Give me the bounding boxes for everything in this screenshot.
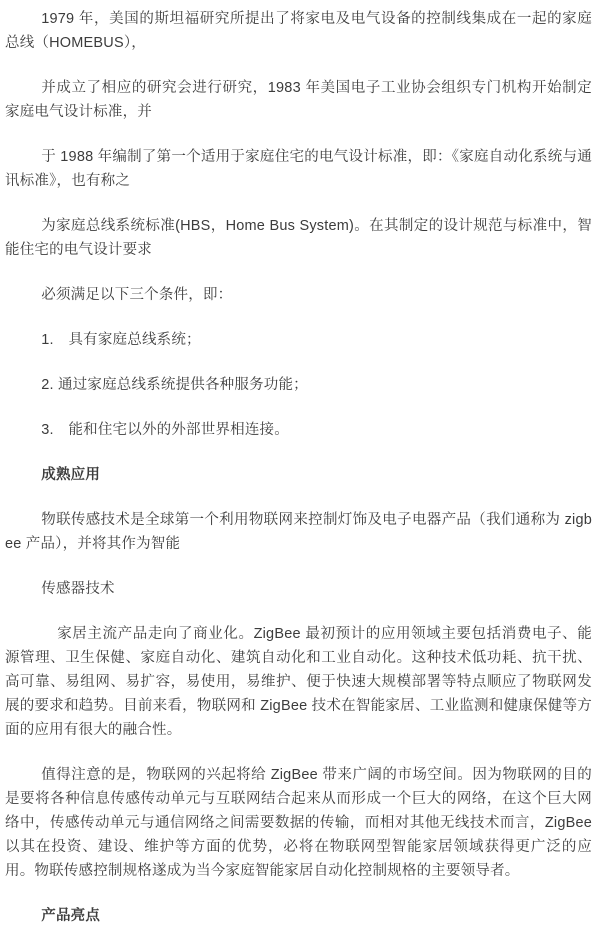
list-item: 1. 具有家庭总线系统；	[41, 332, 201, 348]
paragraph: 为家庭总线系统标准(HBS，Home Bus System)。在其制定的设计规范与标准中，智能住宅的电气设计要求	[5, 218, 592, 258]
section-heading: 产品亮点	[41, 908, 101, 924]
section-heading: 成熟应用	[41, 467, 101, 483]
paragraph: 家居主流产品走向了商业化。ZigBee 最初预计的应用领域主要包括消费电子、能源管理、卫生保健、家庭自动化、建筑自动化和工业自动化。这种技术低功耗、抗干扰、高可靠、易组网、易扩容，易使用，易维护、便于快速大规模部署等特点顺应了物联网发展的要求和趋势。目前来看，物联网和 ZigBee 技术在智能家居、工业监测和健康保健等方面的应用有很大的融合性。	[5, 626, 592, 738]
paragraph: 物联传感技术是全球第一个利用物联网来控制灯饰及电子电器产品（我们通称为 zigbee 产品），并将其作为智能	[5, 512, 592, 552]
paragraph: 传感器技术	[41, 581, 115, 597]
paragraph: 值得注意的是，物联网的兴起将给 ZigBee 带来广阔的市场空间。因为物联网的目的是要将各种信息传感传动单元与互联网结合起来从而形成一个巨大的网络，在这个巨大网络中，传感传动单元与通信网络之间需要数据的传输，而相对其他无线技术而言，ZigBee 以其在投资、建设、维护等方面的优势，必将在物联网型智能家居领域获得更广泛的应用。物联传感控制规格遂成为当今家庭智能家居自动化控制规格的主要领导者。	[5, 767, 592, 879]
paragraph: 1979 年，美国的斯坦福研究所提出了将家电及电气设备的控制线集成在一起的家庭总线（HOMEBUS），	[5, 11, 592, 51]
list-item: 2. 通过家庭总线系统提供各种服务功能；	[41, 377, 308, 393]
list-item: 3. 能和住宅以外的外部世界相连接。	[41, 422, 289, 438]
paragraph: 必须满足以下三个条件，即：	[41, 287, 233, 303]
paragraph: 于 1988 年编制了第一个适用于家庭住宅的电气设计标准，即：《家庭自动化系统与通讯标准》，也有称之	[5, 149, 592, 189]
paragraph: 并成立了相应的研究会进行研究，1983 年美国电子工业协会组织专门机构开始制定家庭电气设计标准，并	[5, 80, 592, 120]
